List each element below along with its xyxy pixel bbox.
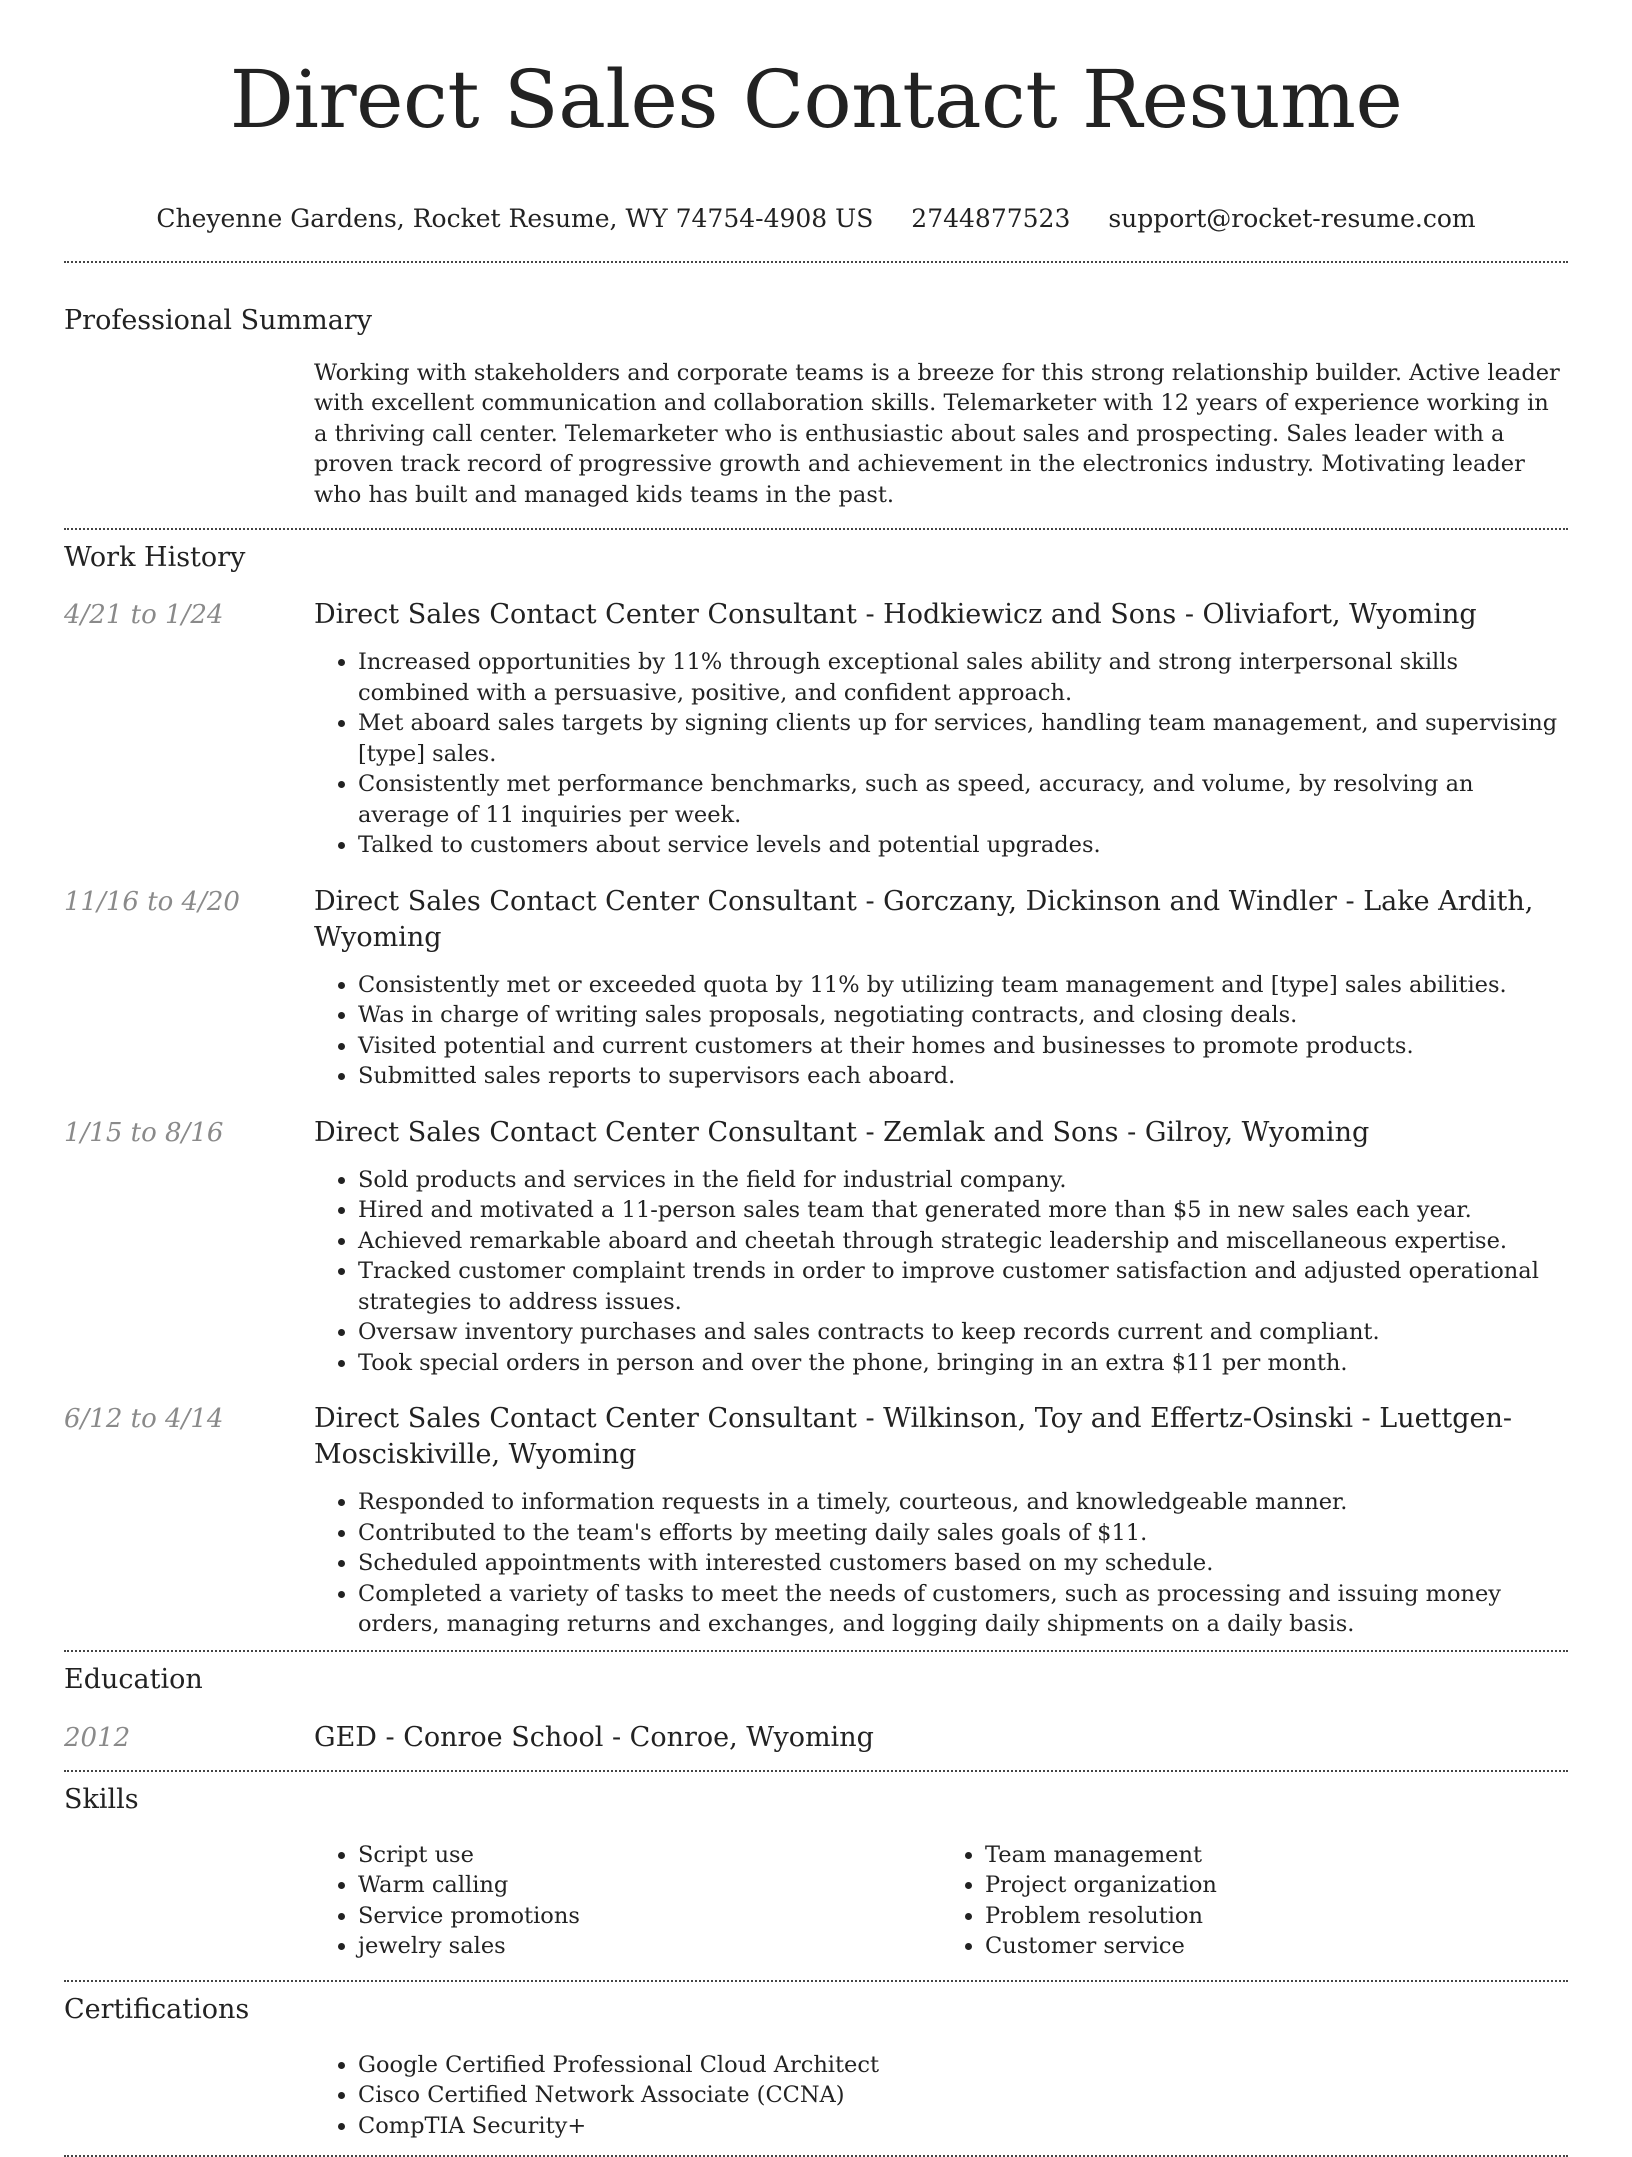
job-bullets	[314, 1165, 1568, 1379]
certifications-heading: Certifications	[64, 1993, 250, 2025]
skills-list-left	[314, 1840, 941, 1962]
job-title: Direct Sales Contact Center Consultant - Wilkinson, Toy and Effertz-Osinski - Luettgen-Mosciskiville, Wyoming	[314, 1403, 1513, 1471]
skill-item: • Warm calling	[358, 1870, 941, 1901]
summary-heading: Professional Summary	[64, 304, 372, 336]
job-details	[314, 1401, 1568, 1640]
job-bullet: • Sold products and services in the field for industrial company.	[358, 1165, 1568, 1196]
skills-heading: Skills	[64, 1783, 139, 1815]
education-item	[64, 1720, 1568, 1756]
skill-item: • Customer service	[985, 1931, 1568, 1962]
job-dates: 4/21 to 1/24	[64, 600, 224, 631]
certification-item: • Cisco Certified Network Associate (CCNA)	[358, 2080, 1568, 2111]
resume-page	[64, 0, 1568, 2157]
skill-item: • Problem resolution	[985, 1901, 1568, 1932]
job-title: Direct Sales Contact Center Consultant - Hodkiewicz and Sons - Oliviafort, Wyoming	[314, 599, 1477, 631]
job-bullet: • Oversaw inventory purchases and sales contracts to keep records current and compliant.	[358, 1317, 1568, 1348]
education-title: GED - Conroe School - Conroe, Wyoming	[314, 1721, 874, 1753]
job-bullet: • Tracked customer complaint trends in order to improve customer satisfaction and adjusted operational strategies to address issues.	[358, 1256, 1568, 1317]
job-bullet: • Consistently met performance benchmarks, such as speed, accuracy, and volume, by resolving an average of 11 inquiries per week.	[358, 769, 1568, 830]
job-entry	[64, 884, 1568, 1092]
job-dates: 11/16 to 4/20	[64, 886, 240, 917]
job-bullets	[314, 1487, 1568, 1640]
job-dates: 1/15 to 8/16	[64, 1117, 224, 1148]
job-bullet: • Took special orders in person and over the phone, bringing in an extra $11 per month.	[358, 1348, 1568, 1379]
job-entry	[64, 1115, 1568, 1379]
job-entry	[64, 1401, 1568, 1640]
job-bullet: • Was in charge of writing sales proposals, negotiating contracts, and closing deals.	[358, 1000, 1568, 1031]
section-divider	[64, 261, 1568, 263]
contact-phone: 2744877523	[911, 203, 1071, 233]
job-details	[314, 884, 1568, 1092]
job-bullet: • Consistently met or exceeded quota by 11% by utilizing team management and [type] sales abilities.	[358, 970, 1568, 1001]
contact-line	[64, 202, 1568, 236]
summary-text: Working with stakeholders and corporate teams is a breeze for this strong relationship builder. Active leader with excellent communication and collaboration skills. Telemarketer with 12 years of experience working in a thriving call center. Telemarketer who is enthusiastic about sales and prospecting. Sales leader with a proven track record of progressive growth and achievement in the electronics industry. Motivating leader who has built and managed kids teams in the past.	[314, 359, 1560, 508]
certifications-block	[314, 2050, 1568, 2142]
skill-item: • Script use	[358, 1840, 941, 1871]
certification-item: • CompTIA Security+	[358, 2111, 1568, 2142]
skill-item: • Team management	[985, 1840, 1568, 1871]
section-divider	[64, 528, 1568, 530]
job-bullet: • Increased opportunities by 11% through exceptional sales ability and strong interpersonal skills combined with a persuasive, positive, and confident approach.	[358, 647, 1568, 708]
job-details	[314, 597, 1568, 861]
job-title: Direct Sales Contact Center Consultant - Gorczany, Dickinson and Windler - Lake Ardith, Wyoming	[314, 885, 1534, 953]
job-details	[314, 1115, 1568, 1379]
job-bullet: • Submitted sales reports to supervisors each aboard.	[358, 1061, 1568, 1092]
section-divider	[64, 1770, 1568, 1772]
job-bullet: • Responded to information requests in a timely, courteous, and knowledgeable manner.	[358, 1487, 1568, 1518]
resume-title: Direct Sales Contact Resume	[229, 53, 1403, 146]
job-bullet: • Met aboard sales targets by signing clients up for services, handling team management, and supervising [type] sales.	[358, 708, 1568, 769]
job-bullet: • Talked to customers about service levels and potential upgrades.	[358, 830, 1568, 861]
skills-columns	[314, 1840, 1568, 1962]
job-bullets	[314, 970, 1568, 1092]
section-divider	[64, 1980, 1568, 1982]
contact-address: Cheyenne Gardens, Rocket Resume, WY 74754-4908 US	[156, 203, 874, 233]
education-date: 2012	[64, 1722, 131, 1753]
job-bullets	[314, 647, 1568, 861]
job-dates: 6/12 to 4/14	[64, 1404, 224, 1435]
job-title: Direct Sales Contact Center Consultant - Zemlak and Sons - Gilroy, Wyoming	[314, 1116, 1370, 1148]
contact-email: support@rocket-resume.com	[1108, 203, 1476, 233]
job-bullet: • Achieved remarkable aboard and cheetah through strategic leadership and miscellaneous expertise.	[358, 1226, 1568, 1257]
job-bullet: • Completed a variety of tasks to meet the needs of customers, such as processing and issuing money orders, managing returns and exchanges, and logging daily shipments on a daily basis.	[358, 1579, 1568, 1640]
skill-item: • Service promotions	[358, 1901, 941, 1932]
work-history-heading: Work History	[64, 542, 246, 574]
skill-item: • Project organization	[985, 1870, 1568, 1901]
certification-item: • Google Certified Professional Cloud Architect	[358, 2050, 1568, 2081]
job-entry	[64, 597, 1568, 861]
job-bullet: • Hired and motivated a 11-person sales team that generated more than $5 in new sales each year.	[358, 1195, 1568, 1226]
job-bullet: • Visited potential and current customers at their homes and businesses to promote products.	[358, 1031, 1568, 1062]
job-bullet: • Scheduled appointments with interested customers based on my schedule.	[358, 1548, 1568, 1579]
certifications-list	[314, 2050, 1568, 2142]
section-divider	[64, 1650, 1568, 1652]
education-heading: Education	[64, 1663, 203, 1695]
work-history-list	[64, 597, 1568, 1640]
skills-list-right	[941, 1840, 1568, 1962]
job-bullet: • Contributed to the team's efforts by meeting daily sales goals of $11.	[358, 1518, 1568, 1549]
skill-item: • jewelry sales	[358, 1931, 941, 1962]
